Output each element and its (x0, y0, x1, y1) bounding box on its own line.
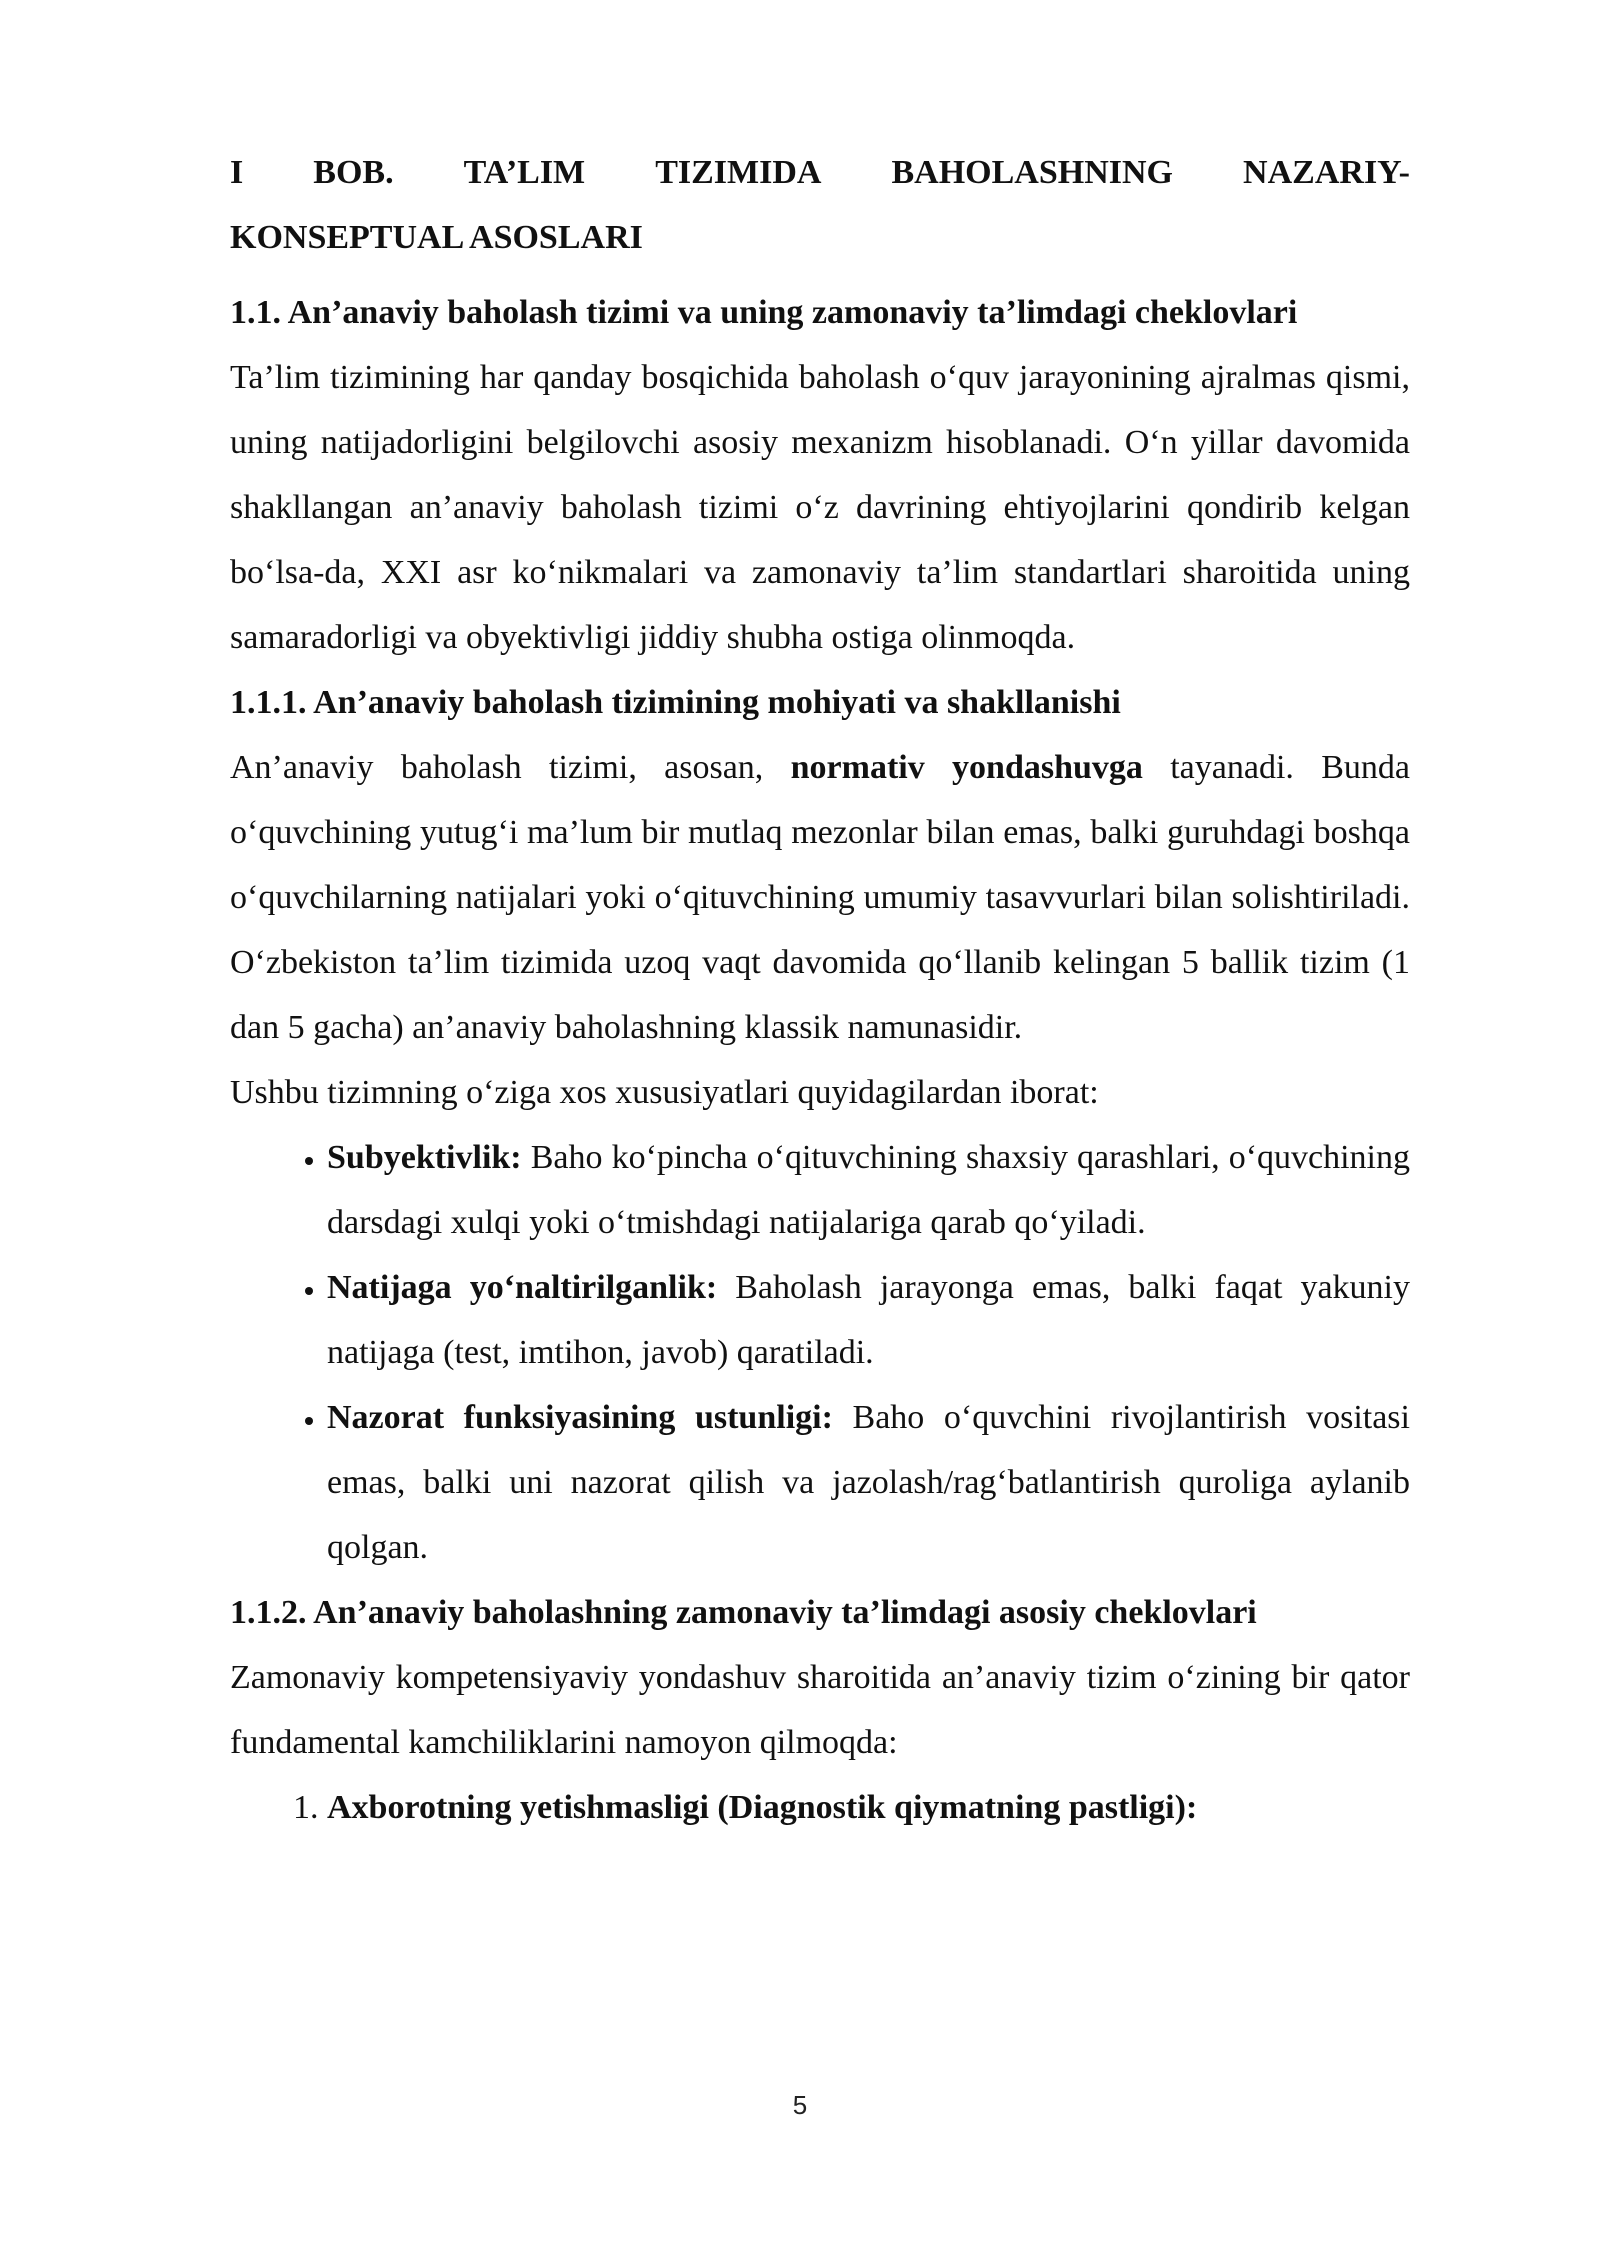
list-item (327, 1775, 1410, 1840)
paragraph-text: tayanadi. Bunda o‘quvchining yutug‘i ma’lum bir mutlaq mezonlar bilan emas, balki guruhdagi boshqa o‘quvchilarning natijalari yoki o‘qituvchining umumiy tasavvurlari bilan solishtiriladi. O‘zbekiston ta’lim tizimida uzoq vaqt davomida qo‘llanib kelingan 5 ballik tizim (1 dan 5 gacha) an’anaviy baholashning klassik namunasidir. (230, 749, 1410, 1046)
chapter-word: TA’LIM (463, 154, 586, 191)
chapter-word: BAHOLASHNING (891, 154, 1173, 191)
list-item (327, 1125, 1410, 1255)
bullet-term: Nazorat funksiyasining ustunligi: (327, 1399, 833, 1436)
bullet-text: Baholash jarayonga emas, balki faqat yakuniy natijaga (test, imtihon, javob) qaratiladi. (327, 1269, 1410, 1371)
chapter-title-line1 (230, 140, 1410, 205)
bullet-term: Subyektivlik: (327, 1139, 522, 1176)
bullet-text: Baho ko‘pincha o‘qituvchining shaxsiy qarashlari, o‘quvchining darsdagi xulqi yoki o‘tmishdagi natijalariga qarab qo‘yiladi. (327, 1139, 1410, 1241)
list-item (327, 1385, 1410, 1580)
chapter-word: BOB. (313, 154, 394, 191)
list-item (327, 1255, 1410, 1385)
page-content (230, 140, 1410, 1840)
limitations-numbered-list (230, 1775, 1410, 1840)
chapter-word: NAZARIY- (1243, 154, 1410, 191)
page-number: 5 (792, 2090, 808, 2120)
bold-term: normativ yondashuvga (790, 749, 1143, 786)
features-intro-paragraph: Ushbu tizimning o‘ziga xos xususiyatlari quyidagilardan iborat: (230, 1074, 1099, 1111)
section-1-1-2-paragraph: Zamonaviy kompetensiyaviy yondashuv sharoitida an’anaviy tizim o‘zining bir qator fundamental kamchiliklarini namoyon qilmoqda: (230, 1659, 1410, 1761)
section-heading-1-1-2: 1.1.2. An’anaviy baholashning zamonaviy ta’limdagi asosiy cheklovlari (230, 1594, 1257, 1631)
chapter-word: I (230, 154, 244, 191)
bullet-term: Natijaga yo‘naltirilganlik: (327, 1269, 718, 1306)
section-heading-1-1-1: 1.1.1. An’anaviy baholash tizimining mohiyati va shakllanishi (230, 684, 1121, 721)
chapter-title (230, 140, 1410, 270)
numbered-term: Axborotning yetishmasligi (Diagnostik qiymatning pastligi): (327, 1789, 1198, 1826)
chapter-title-line2: KONSEPTUAL ASOSLARI (230, 219, 643, 256)
section-heading-1-1: 1.1. An’anaviy baholash tizimi va uning zamonaviy ta’limdagi cheklovlari (230, 294, 1298, 331)
features-bullet-list (230, 1125, 1410, 1580)
section-1-1-paragraph: Ta’lim tizimining har qanday bosqichida baholash o‘quv jarayonining ajralmas qismi, uning natijadorligini belgilovchi asosiy mexanizm hisoblanadi. O‘n yillar davomida shakllangan an’anaviy baholash tizimi o‘z davrining ehtiyojlarini qondirib kelgan bo‘lsa-da, XXI asr ko‘nikmalari va zamonaviy ta’lim standartlari sharoitida uning samaradorligi va obyektivligi jiddiy shubha ostiga olinmoqda. (230, 359, 1410, 656)
bullet-text: Baho o‘quvchini rivojlantirish vositasi emas, balki uni nazorat qilish va jazolash/rag‘batlantirish quroliga aylanib qolgan. (327, 1399, 1410, 1566)
chapter-word: TIZIMIDA (655, 154, 822, 191)
paragraph-text: An’anaviy baholash tizimi, asosan, (230, 749, 791, 786)
section-1-1-1-paragraph (230, 735, 1410, 1060)
